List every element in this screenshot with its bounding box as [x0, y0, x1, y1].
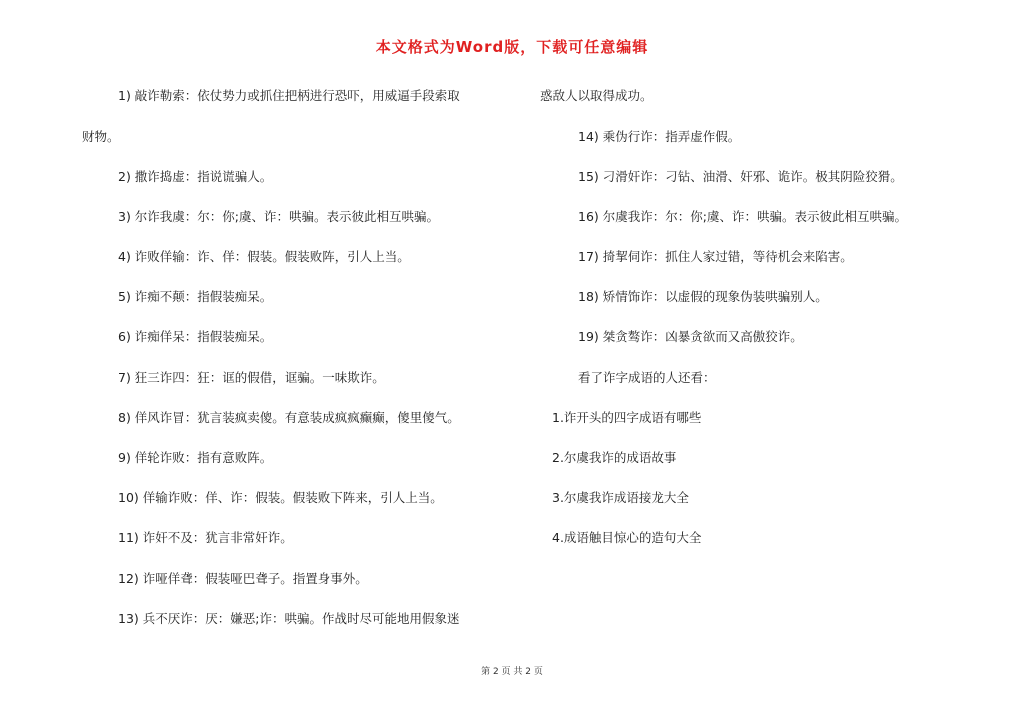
related-link[interactable]: 2.尔虞我诈的成语故事 [552, 450, 677, 465]
idiom-entry: 14) 乘伪行诈：指弄虚作假。 [578, 129, 741, 144]
idiom-entry: 3) 尔诈我虞：尔：你;虞、诈：哄骗。表示彼此相互哄骗。 [118, 209, 440, 224]
document-header: 本文格式为Word版，下载可任意编辑 [375, 38, 649, 56]
related-heading: 看了诈字成语的人还看： [578, 370, 716, 385]
idiom-entry: 9) 佯轮诈败：指有意败阵。 [118, 450, 273, 465]
related-link[interactable]: 3.尔虞我诈成语接龙大全 [552, 490, 689, 505]
idiom-entry: 2) 撒诈捣虚：指说谎骗人。 [118, 169, 273, 184]
idiom-entry: 8) 佯风诈冒：犹言装疯卖傻。有意装成疯疯癫癫，傻里傻气。 [118, 410, 460, 425]
idiom-entry-continuation: 财物。 [82, 129, 120, 144]
idiom-entry: 16) 尔虞我诈：尔：你;虞、诈：哄骗。表示彼此相互哄骗。 [578, 209, 907, 224]
idiom-entry: 19) 桀贪骜诈：凶暴贪欲而又高傲狡诈。 [578, 329, 803, 344]
idiom-entry: 6) 诈痴佯呆：指假装痴呆。 [118, 329, 273, 344]
idiom-entry: 17) 掎挈伺诈：抓住人家过错，等待机会来陷害。 [578, 249, 853, 264]
idiom-entry: 5) 诈痴不颠：指假装痴呆。 [118, 289, 273, 304]
idiom-entry: 15) 刁滑奸诈：刁钻、油滑、奸邪、诡诈。极其阴险狡猾。 [578, 169, 903, 184]
idiom-entry: 10) 佯输诈败：佯、诈：假装。假装败下阵来，引人上当。 [118, 490, 443, 505]
idiom-entry: 11) 诈奸不及：犹言非常奸诈。 [118, 530, 293, 545]
related-link[interactable]: 1.诈开头的四字成语有哪些 [552, 410, 702, 425]
idiom-entry: 12) 诈哑佯聋：假装哑巴聋子。指置身事外。 [118, 571, 368, 586]
related-link[interactable]: 4.成语触目惊心的造句大全 [552, 530, 702, 545]
idiom-entry: 7) 狂三诈四：狂：诓的假借，诓骗。一味欺诈。 [118, 370, 385, 385]
idiom-entry-continuation: 惑敌人以取得成功。 [540, 88, 653, 103]
page-footer: 第 2 页 共 2 页 [481, 667, 543, 677]
idiom-entry: 13) 兵不厌诈：厌：嫌恶;诈：哄骗。作战时尽可能地用假象迷 [118, 611, 460, 626]
idiom-entry: 1) 敲诈勒索：依仗势力或抓住把柄进行恐吓，用威逼手段索取 [118, 88, 460, 103]
idiom-entry: 18) 矫情饰诈：以虚假的现象伪装哄骗别人。 [578, 289, 828, 304]
idiom-entry: 4) 诈败佯输：诈、佯：假装。假装败阵，引人上当。 [118, 249, 410, 264]
